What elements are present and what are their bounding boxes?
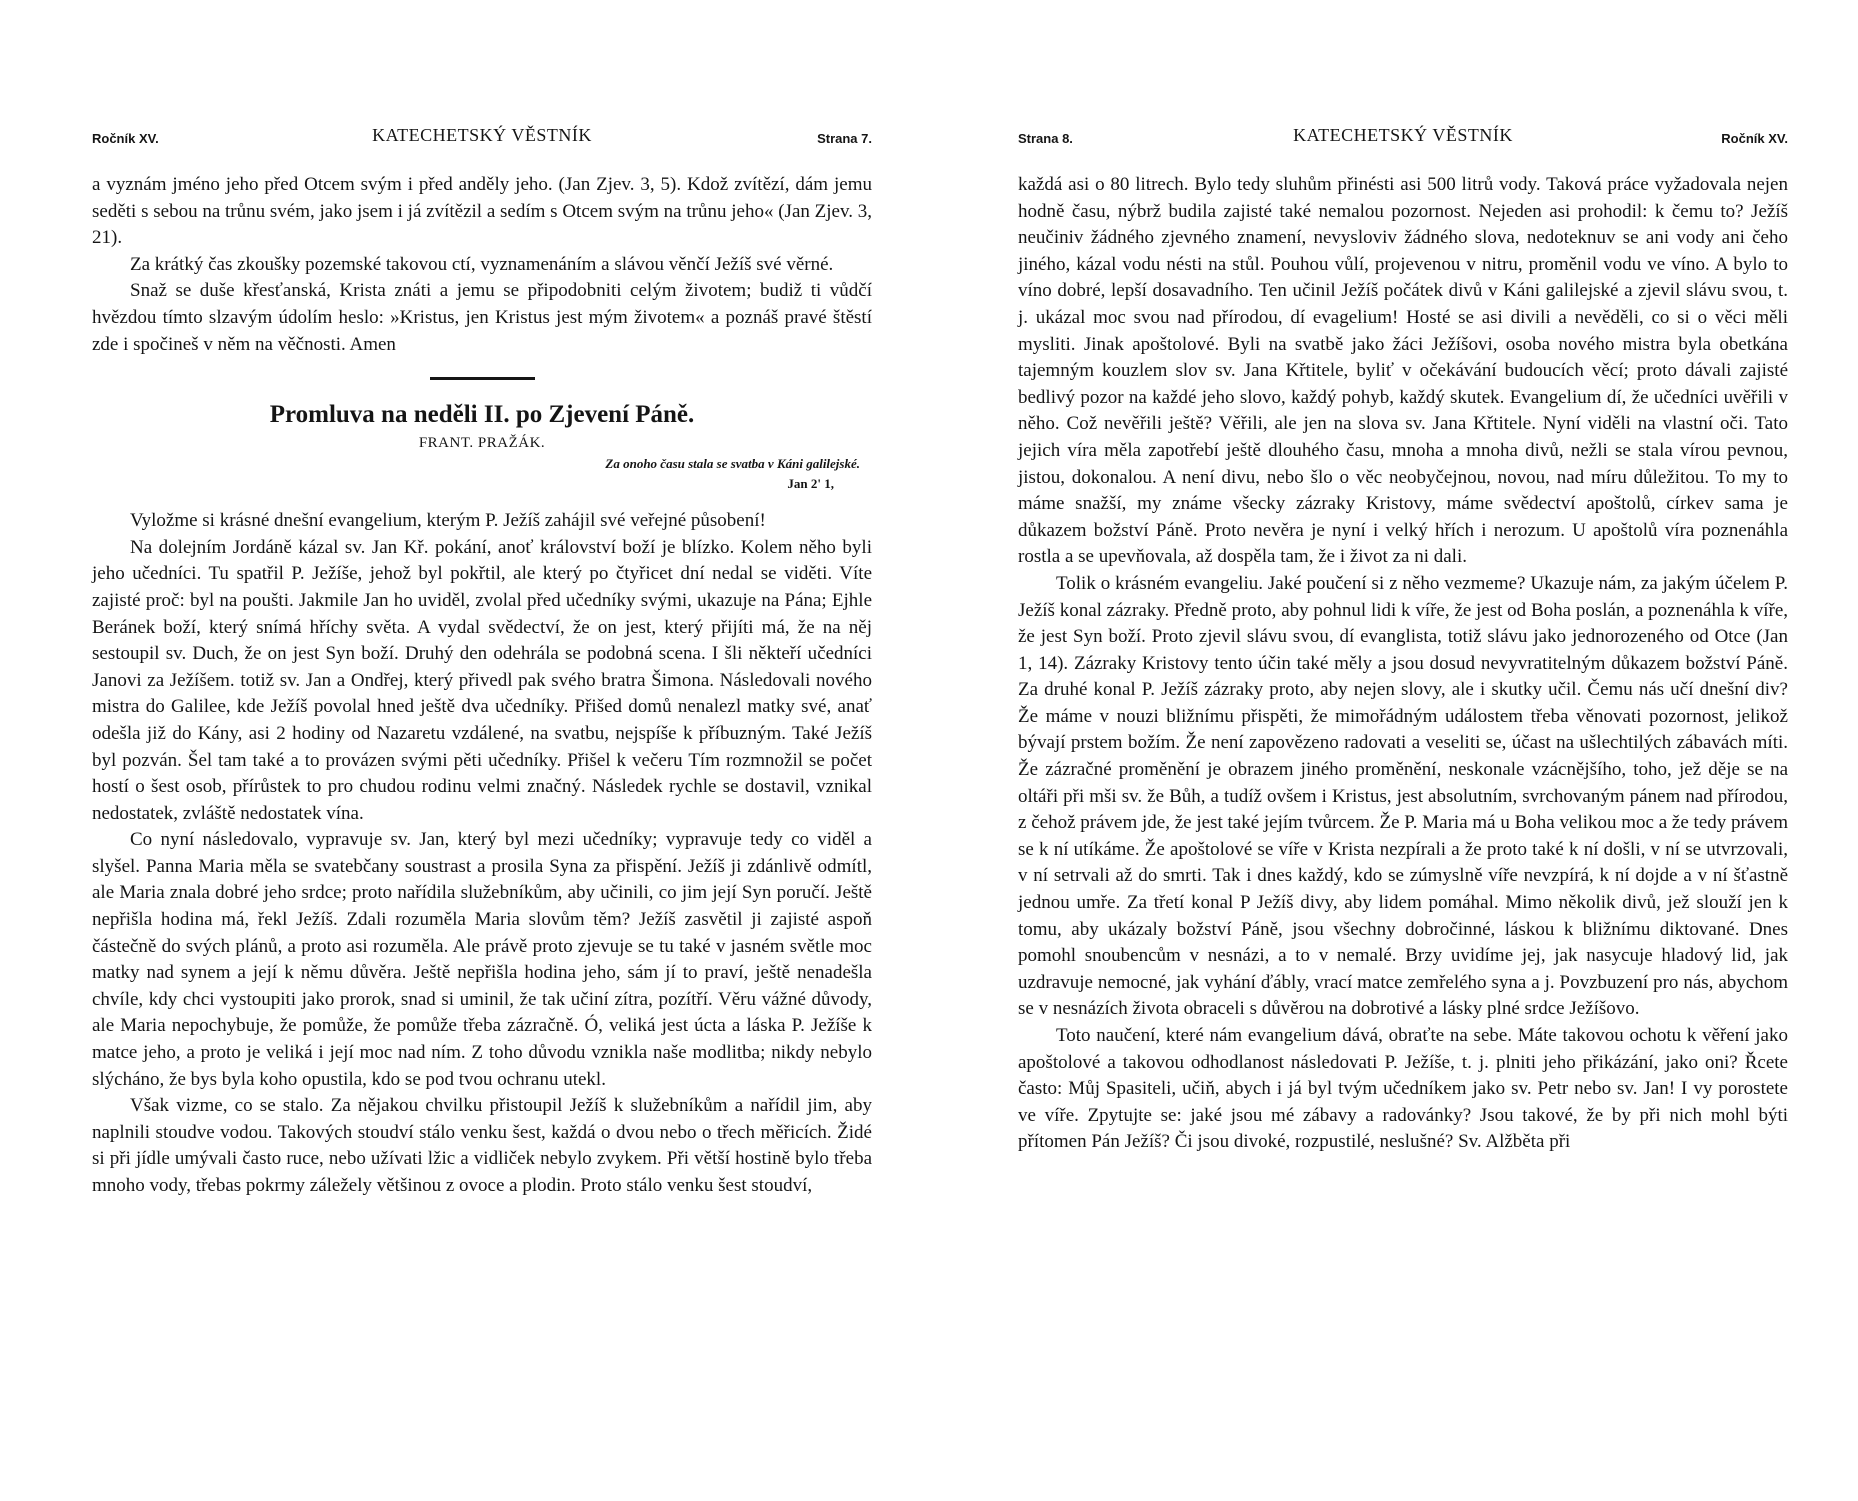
epigraph-reference: Jan 2' 1,: [787, 476, 834, 492]
paragraph: Snaž se duše křesťanská, Krista znáti a jemu se připodobniti celým životem; budiž ti vůdčí hvězdou tímto slzavým údolím heslo: »Kristus, jen Kristus jest mým životem« a poznáš pravé štěstí zde i spočineš v něm na věčnosti. Amen: [92, 280, 872, 355]
paragraph: Toto naučení, které nám evangelium dává, obraťte na sebe. Máte takovou ochotu k věření jako apoštolové a takovou odhodlanost následovati P. Ježíše, t. j. plniti jeho přikázání, jako oni? Řcete často: Můj Spasiteli, učiň, abych i já byl tvým učedníkem jako sv. Petr nebo sv. Jan! I vy porostete ve víře. Zpytujte se: jaké jsou mé zábavy a radovánky? Jsou takové, že by při nich mohl býti přítomen Pán Ježíš? Či jsou divoké, rozpustilé, neslušné? Sv. Alžběta při: [1018, 1025, 1788, 1153]
paragraph: každá asi o 80 litrech. Bylo tedy sluhům přinésti asi 500 litrů vody. Taková práce vyžadovala nejen hodně času, nýbrž budila zajisté také nemalou pozornost. Nejeden asi prohodil: k čemu to? Ježíš neučiniv žádného zjevného znamení, nevysloviv žádného slova, nedoteknuv se ani vody ani čeho jiného, kázal vodu nésti na stůl. Pouhou vůlí, projevenou v nitru, proměnil vodu ve víno. A bylo to víno dobré, lepší dosavadního. Ten učinil Ježíš počátek divů v Káni galilejské a zjevil slávu svou, t. j. ukázal moc svou nad přírodou, dí evagelium! Hosté se asi divili a nevěděli, co si o věci měli mysliti. Jinak apoštolové. Byli na svatbě jako žáci Ježíšovi, osoba nového mistra byla obetkána tajemným kouzlem slov sv. Jana Křtitele, byliť v očekávání budoucích věcí; proto dávali zajisté bedlivý pozor na každé jeho slovo, každý pohyb, každý skutek. Evangelium dí, že učedníci uvěřili v něho. Což nevěřili ještě? Věřili, ale jen na slova sv. Jana Křtitele. Nyní viděli na vlastní oči. Tato jejich víra měla zapotřebí ještě dlouhého času, mnoha a mnoha divů, nežli se stala vírou pevnou, jistou, dokonalou. A není divu, nebo šlo o věc neobyčejnou, novou, nad míru důležitou. To my to máme snažší, my známe všecky zázraky Kristovy, máme svědectví apoštolů, církev sama je důkazem božství Páně. Proto nevěra je nyní i velký hřích i nerozum. U apoštolů víra poznenáhla rostla a se upevňovala, až dospěla tam, že i život za ni dali.: [1018, 174, 1788, 568]
paragraph: Na dolejním Jordáně kázal sv. Jan Kř. pokání, anoť království boží je blízko. Kolem něho byli jeho učedníci. Tu spatřil P. Ježíše, jehož byl pokřtil, ale který po čtyřicet dní nedal se viděti. Víte zajisté proč: byl na poušti. Jakmile Jan ho uviděl, zvolal před učedníky svými, ukazuje na Pána; Ejhle Beránek boží, který snímá hříchy světa. A vydal svědectví, že on jest, který přijíti má, že na něj sestoupil sv. Duch, že on jest Syn boží. Druhý den odehrála se podobná scena. I šli někteří učedníci Janovi za Ježíšem. totiž sv. Jan a Ondřej, který přivedl pak svého bratra Šimona. Následovali nového mistra do Galilee, kde Ježíš povolal hned ještě dva učedníky. Přišed domů nenalezl matky své, anať odešla již do Kány, asi 2 hodiny od Nazaretu vzdálené, na svatbu, nejspíše k příbuzným. Také Ježíš byl pozván. Šel tam také a to provázen svými pěti učedníky. Přišel k večeru Tím rozmnožil se počet hostí o šest osob, přírůstek to pro chudou rodinu velmi značný. Následek rychle se dostavil, vznikal nedostatek, zvláště nedostatek vína.: [92, 536, 872, 824]
running-head-right: [1018, 120, 1788, 148]
volume-label: Ročník XV.: [1721, 131, 1788, 146]
left-page-body: [92, 172, 872, 1200]
epigraph: Za onoho času stala se svatba v Káni galilejské.: [605, 456, 860, 472]
section-divider: [430, 377, 535, 380]
sermon-title: Promluva na neděli II. po Zjevení Páně.: [269, 401, 695, 429]
page-number: Strana 8.: [1018, 131, 1073, 146]
paragraph: Vyložme si krásné dnešní evangelium, kterým P. Ježíš zahájil své veřejné působení!: [130, 510, 766, 532]
paragraph: Tolik o krásném evangeliu. Jaké poučení si z něho vezmeme? Ukazuje nám, za jakým účelem P. Ježíš konal zázraky. Předně proto, aby pohnul lidi k víře, že jest od Boha poslán, a poznenáhla k víře, že jest Syn boží. Proto zjevil slávu svou, dí evanglista, totiž slávu jako jednorozeného od Otce (Jan 1, 14). Zázraky Kristovy tento účin také měly a jsou dosud nevyvratitelným důkazem božství Páně. Za druhé konal P. Ježíš zázraky proto, aby nejen slovy, ale i skutky učil. Čemu nás učí dnešní div? Že máme v nouzi bližnímu přispěti, že mimořádným událostem třeba věnovati pozornost, jelikož bývají prstem božím. Že není zapovězeno radovati a veseliti se, účast na ušlechtilých zábavách míti. Že zázračné proměnění je obrazem jiného proměnění, neskonale vzácnějšího, toho, jež děje se na oltáři při mši sv. že Bůh, a tudíž ovšem i Kristus, jest absolutním, svrchovaným pánem nad přírodou, z čehož právem jde, že jest také jejím tvůrcem. Že P. Maria má u Boha velikou moc a že tedy právem se k ní utíkáme. Že apoštolové se víře v Krista nezpírali a že proto také k ní došli, v ní se utvrzovali, v ní setrvali až do smrti. Tak i dnes každý, kdo se zúmyslně víře nevzpírá, k ní dojde a v ní šťastně jednou umře. Za třetí konal P Ježíš divy, aby lidem pomáhal. Mimo několik divů, jež slouží jen k tomu, aby ukázaly božství Páně, jsou všechny dobročinné, láskou k bližnímu diktované. Dnes pomohl snoubencům v nesnázi, a to v nemalé. Brzy uvidíme jej, jak nasycuje hladový lid, jak uzdravuje nemocné, jak vyhání ďábly, vrací matce zemřelého syna a j. Povzbuzení pro nás, abychom se v nesnázích života obraceli s důvěrou na dobrotivé a lásky plné srdce Ježíšovo.: [1018, 572, 1788, 1020]
author-name: FRANT. PRAŽÁK.: [418, 435, 546, 452]
paragraph: a vyznám jméno jeho před Otcem svým i před anděly jeho. (Jan Zjev. 3, 5). Kdož zvítězí, dám jemu seděti s sebou na trůnu svém, jako jsem i já zvítězil a sedím s Otcem svým na trůnu jeho« (Jan Zjev. 3, 21).: [92, 174, 872, 249]
running-head-left: [92, 120, 872, 148]
paragraph: Za krátký čas zkoušky pozemské takovou ctí, vyznamenáním a slávou věnčí Ježíš své věrné.: [130, 253, 834, 275]
right-page: [1018, 0, 1788, 1156]
paragraph: Však vizme, co se stalo. Za nějakou chvilku přistoupil Ježíš k služebníkům a nařídil jim, aby naplnili stoudve vodou. Takových stoudví stálo venku šest, každá o dvou nebo o třech měřicích. Židé si při jídle umývali často ruce, nebo užívati lžic a vidliček nebylo zvykem. Při větší hostině bylo třeba mnoho vody, třebas pokrmy záležely většinou z ovoce a plodin. Proto stálo venku šest stoudví,: [92, 1095, 872, 1196]
journal-title: KATECHETSKÝ VĚSTNÍK: [1293, 125, 1513, 145]
paragraph: Co nyní následovalo, vypravuje sv. Jan, který byl mezi učedníky; vypravuje tedy co viděl a slyšel. Panna Maria měla se svatebčany soustrast a prosila Syna za přispění. Ježíš ji zdánlivě odmítl, ale Maria znala dobré jeho srdce; proto nařídila služebníkům, aby učinili, co jim její Syn poručí. Ještě nepřišla hodina má, řekl Ježíš. Zdali rozuměla Maria slovům těm? Ježíš zasvětil ji zajisté aspoň částečně do svých plánů, a proto asi rozuměla. Ale právě proto zjevuje se tu také v jasném světle moc matky nad synem a její k němu důvěra. Ještě nepřišla hodina jeho, sám jí to praví, ještě nenadešla chvíle, kdy chci vystoupiti jako prorok, snad si uminil, že tak učiní zítra, pozítří. Věru vážné důvody, ale Maria nepochybuje, že pomůže, že pomůže třeba zázračně. Ó, veliká jest úcta a láska P. Ježíše k matce jeho, a proto je veliká i její moc nad ním. Z toho důvodu vznikla naše modlitba; nikdy nebylo slýcháno, že bys byla koho opustila, kdo se pod tvou ochranu utekl.: [92, 829, 872, 1090]
page-number: Strana 7.: [817, 131, 872, 146]
left-page: [92, 0, 872, 1200]
volume-label: Ročník XV.: [92, 131, 159, 146]
journal-title: KATECHETSKÝ VĚSTNÍK: [372, 125, 592, 145]
right-page-body: [1018, 172, 1788, 1156]
